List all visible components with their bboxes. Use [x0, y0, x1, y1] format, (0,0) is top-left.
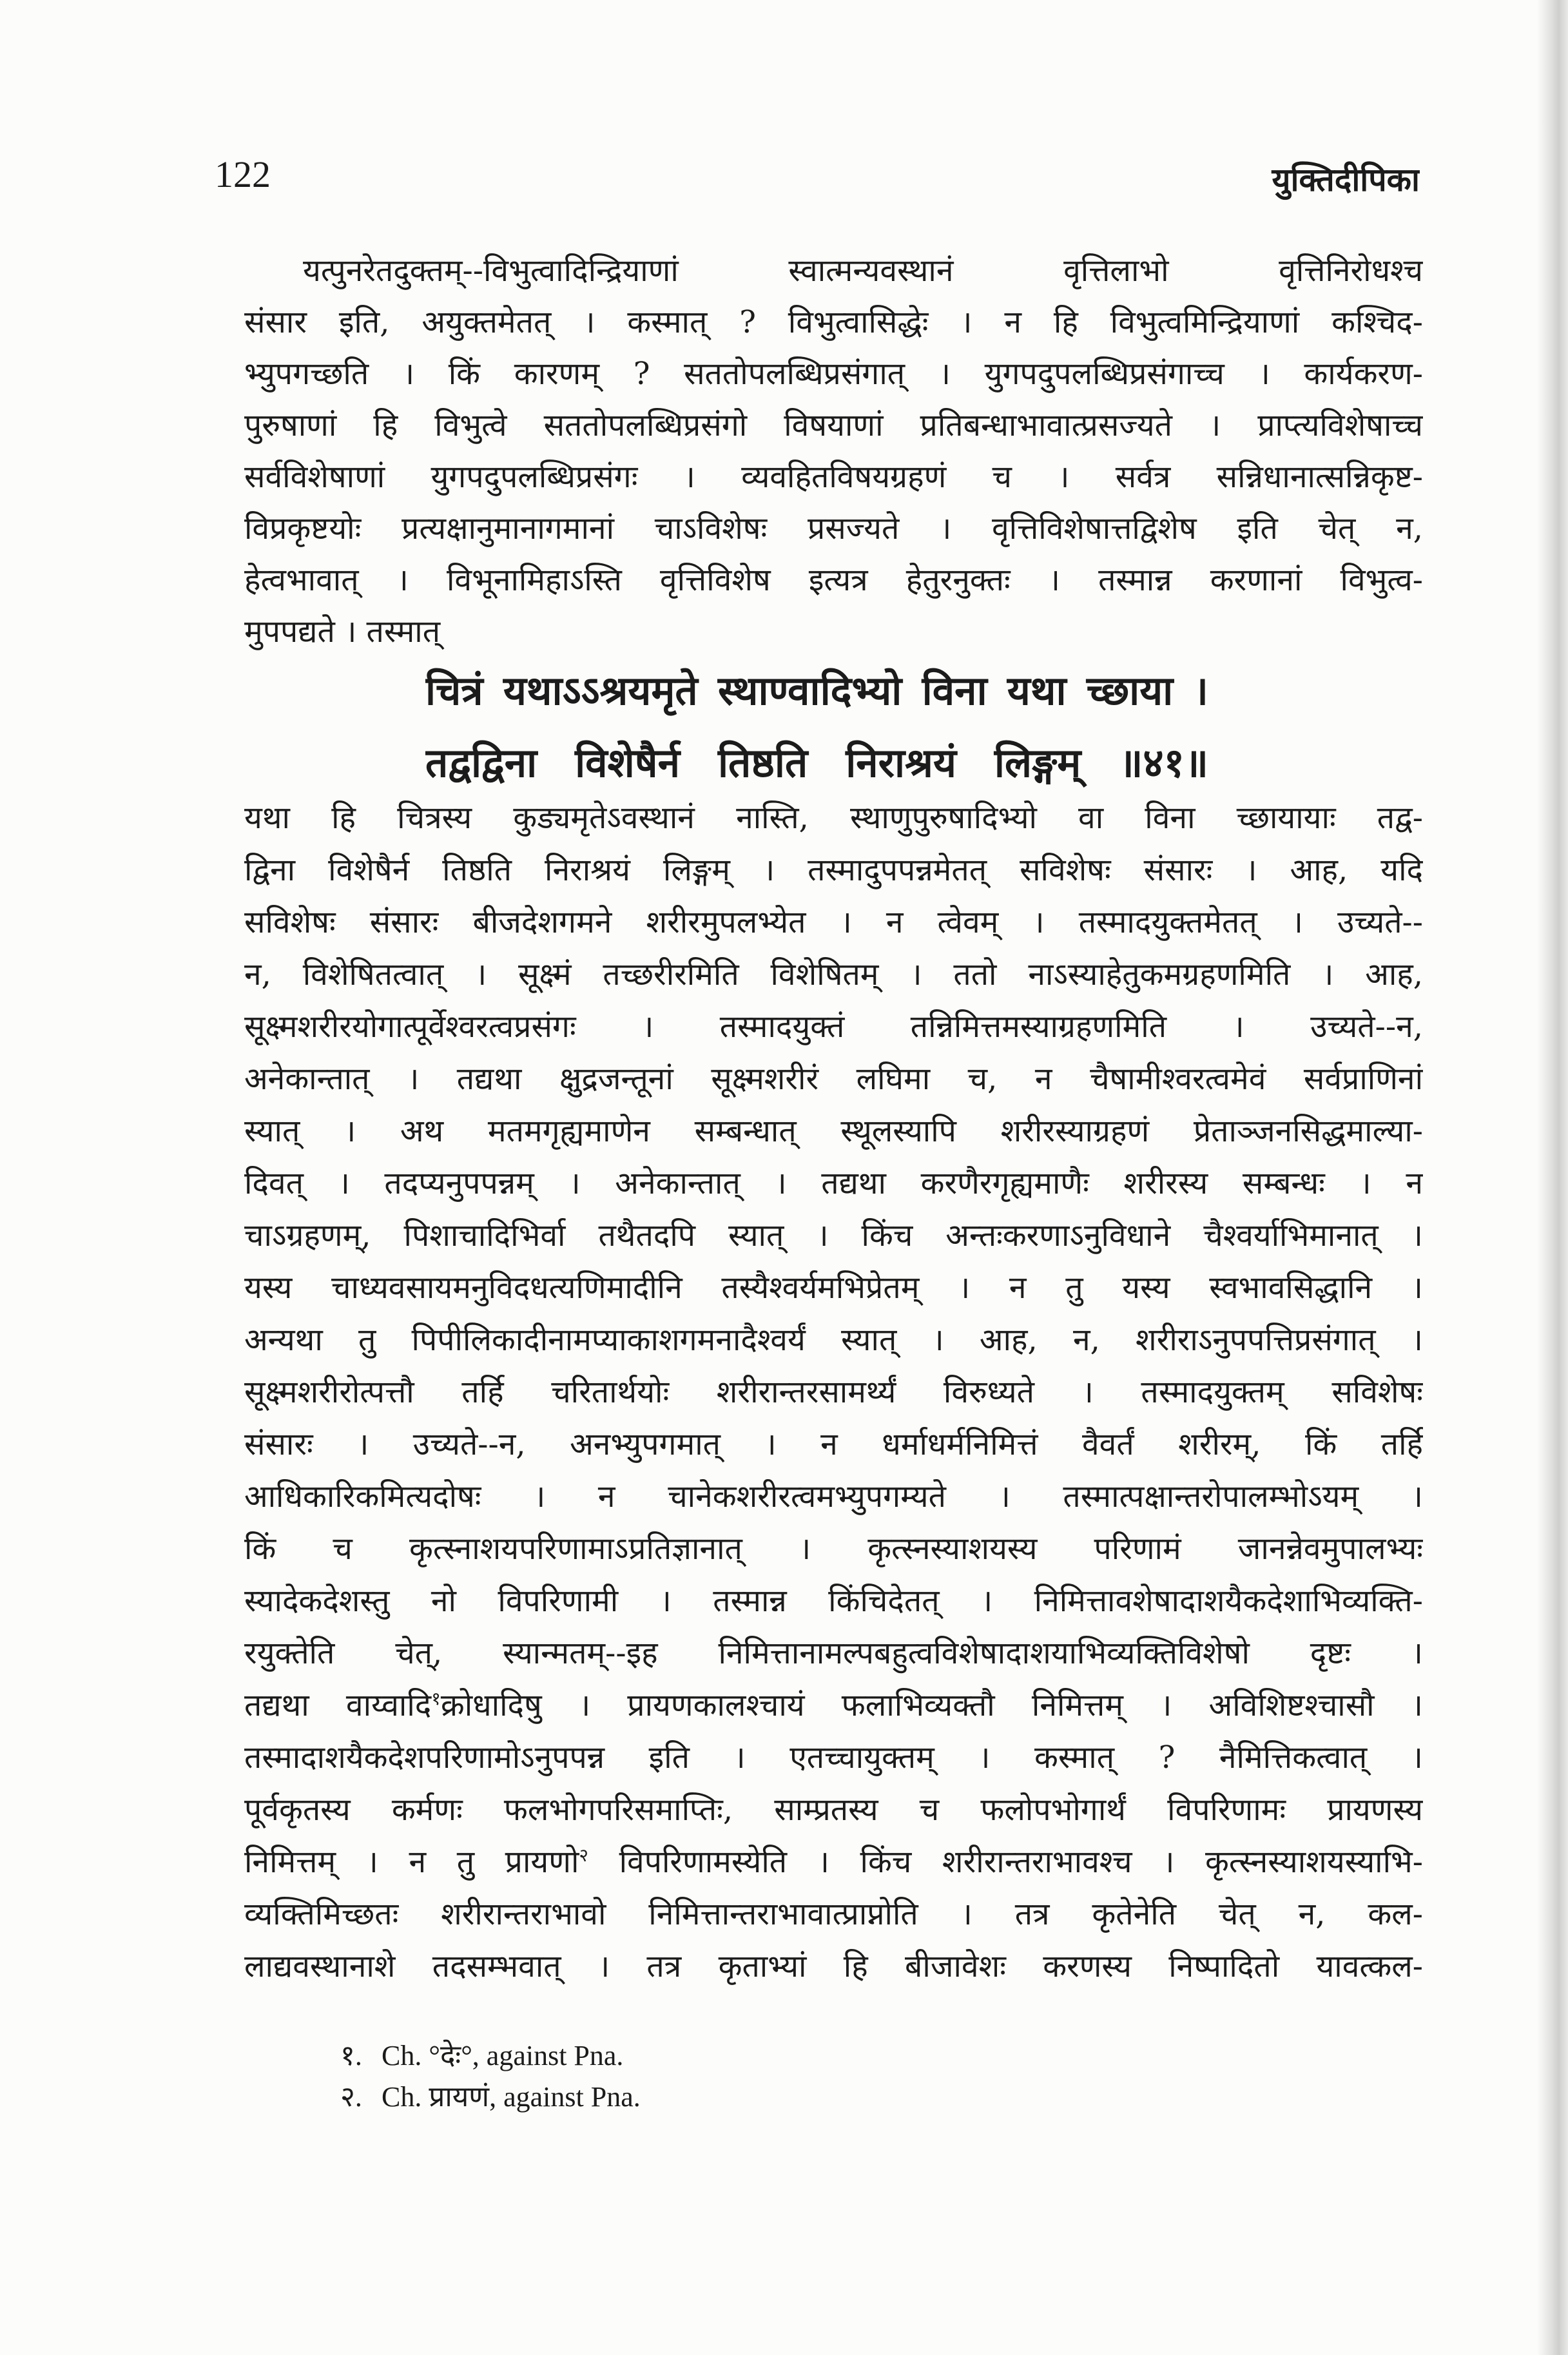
- text-line: तस्मादाशयैकदेशपरिणामोऽनुपपन्न इति । एतच्चायुक्तम् । कस्मात् ? नैमित्तिकत्वात् ।: [244, 1740, 1423, 1776]
- commentary-paragraph: [244, 792, 1423, 1993]
- footnote-marker: १.: [340, 2040, 362, 2071]
- text-line: दिवत् । तदप्यनुपपन्नम् । अनेकान्तात् । तद्यथा करणैरगृह्यमाणैः शरीरस्य सम्बन्धः । न: [244, 1165, 1423, 1201]
- text-line: यथा हि चित्रस्य कुड्यमृतेऽवस्थानं नास्ति, स्थाणुपुरुषादिभ्यो वा विना च्छायायाः तद्व-: [244, 800, 1423, 836]
- verse-line: चित्रं यथाऽऽश्रयमृते स्थाण्वादिभ्यो विना यथा च्छाया ।: [425, 667, 1208, 714]
- text-line: स्यादेकदेशस्तु नो विपरिणामी । तस्मान्न किंचिदेतत् । निमित्तावशेषादाशयैकदेशाभिव्यक्ति-: [244, 1583, 1423, 1619]
- text-line: न, विशेषितत्वात् । सूक्ष्मं तच्छरीरमिति विशेषितम् । ततो नाऽस्याहेतुकमग्रहणमिति । आह,: [244, 956, 1423, 993]
- text-line: सविशेषः संसारः बीजदेशगमने शरीरमुपलभ्येत । न त्वेवम् । तस्मादयुक्तमेतत् । उच्यते--: [244, 904, 1423, 940]
- text-line: सूक्ष्मशरीरयोगात्पूर्वेश्वरत्वप्रसंगः । तस्मादयुक्तं तन्निमित्तमस्याग्रहणमिति । उच्यते--न,: [244, 1009, 1423, 1045]
- text-line: सूक्ष्मशरीरोत्पत्तौ तर्हि चरितार्थयोः शरीरान्तरसामर्थ्यं विरुध्यते । तस्मादयुक्तम् सविशेषः: [244, 1374, 1423, 1410]
- text-line: [244, 1680, 1423, 1732]
- text-line: पुरुषाणां हि विभुत्वे सततोपलब्धिप्रसंगो विषयाणां प्रतिबन्धाभावात्प्रसज्यते । प्राप्त्यविशेषाच्च: [244, 407, 1423, 443]
- text-line: व्यक्तिमिच्छतः शरीरान्तराभावो निमित्तान्तराभावात्प्राप्नोति । तत्र कृतेनेति चेत् न, कल-: [244, 1896, 1423, 1932]
- opening-paragraph: [244, 245, 1423, 657]
- footnote-marker: २.: [340, 2081, 362, 2113]
- text-line: यत्पुनरेतदुक्तम्--विभुत्वादिन्द्रियाणां स्वात्मन्यवस्थानं वृत्तिलाभो वृत्तिनिरोधश्च: [303, 253, 1423, 289]
- text-line: संसार इति, अयुक्तमेतत् । कस्मात् ? विभुत्वासिद्धेः । न हि विभुत्वमिन्द्रियाणां कश्चिद-: [244, 304, 1423, 340]
- verse-line: तद्वद्विना विशेषैर्न तिष्ठति निराश्रयं लिङ्गम् ॥४१॥: [425, 739, 1208, 786]
- text-line: पूर्वकृतस्य कर्मणः फलभोगपरिसमाप्तिः, साम्प्रतस्य च फलोपभोगार्थं विपरिणामः प्रायणस्य: [244, 1792, 1423, 1828]
- text-line: आधिकारिकमित्यदोषः । न चानेकशरीरत्वमभ्युपगम्यते । तस्मात्पक्षान्तरोपालम्भोऽयम् ।: [244, 1478, 1423, 1515]
- text-line: यस्य चाध्यवसायमनुविदधत्यणिमादीनि तस्यैश्वर्यमभिप्रेतम् । न तु यस्य स्वभावसिद्धानि ।: [244, 1270, 1423, 1306]
- text-line: विप्रकृष्टयोः प्रत्यक्षानुमानागमानां चाऽविशेषः प्रसज्यते । वृत्तिविशेषात्तद्विशेष इति चेत् न,: [244, 510, 1423, 547]
- footnote-reference: २: [579, 1845, 588, 1866]
- text-line: चाऽग्रहणम्, पिशाचादिभिर्वा तथैतदपि स्यात् । किंच अन्तःकरणाऽनुविधाने चैश्वर्याभिमानात् ।: [244, 1217, 1423, 1254]
- karika-verse: [425, 655, 1208, 799]
- text-line: अनेकान्तात् । तद्यथा क्षुद्रजन्तूनां सूक्ष्मशरीरं लघिमा च, न चैषामीश्वरत्वमेवं सर्वप्राणिनां: [244, 1061, 1423, 1097]
- footnote-reference: १: [431, 1688, 441, 1709]
- binding-shadow: [1537, 0, 1568, 2355]
- footnote-text: Ch. °देः°, against Pna.: [382, 2040, 624, 2071]
- page-number: 122: [215, 153, 271, 195]
- text-line: [244, 1836, 1423, 1888]
- footnote-text: Ch. प्रायणं, against Pna.: [382, 2081, 641, 2113]
- text-segment: तद्यथा वाय्वादि: [244, 1687, 432, 1723]
- text-line: किं च कृत्स्नाशयपरिणामाऽप्रतिज्ञानात् । कृत्स्नस्याशयस्य परिणामं जानन्नेवमुपालभ्यः: [244, 1531, 1423, 1567]
- text-line: संसारः । उच्यते--न, अनभ्युपगमात् । न धर्माधर्मनिमित्तं वैवर्तं शरीरम्, किं तर्हि: [244, 1426, 1423, 1462]
- footnote: [340, 2035, 1243, 2077]
- footnote: [340, 2077, 1243, 2118]
- text-line: द्विना विशेषैर्न तिष्ठति निराश्रयं लिङ्गम् । तस्मादुपपन्नमेतत् सविशेषः संसारः । आह, यदि: [244, 852, 1423, 888]
- text-segment: निमित्तम् । न तु प्रायणो: [244, 1844, 579, 1880]
- text-line: रयुक्तेति चेत्, स्यान्मतम्--इह निमित्तानामल्पबहुत्वविशेषादाशयाभिव्यक्तिविशेषो दृष्टः ।: [244, 1635, 1423, 1671]
- text-line: लाद्यवस्थानाशे तदसम्भवात् । तत्र कृताभ्यां हि बीजावेशः करणस्य निष्पादितो यावत्कल-: [244, 1948, 1423, 1984]
- text-line: अन्यथा तु पिपीलिकादीनामप्याकाशगमनादैश्वर्यं स्यात् । आह, न, शरीराऽनुपपत्तिप्रसंगात् ।: [244, 1322, 1423, 1358]
- text-segment: विपरिणामस्येति । किंच शरीरान्तराभावश्च । कृत्स्नस्याशयस्याभि-: [588, 1844, 1423, 1880]
- text-line: मुपपद्यते । तस्मात्: [244, 614, 441, 650]
- text-line: स्यात् । अथ मतमगृह्यमाणेन सम्बन्धात् स्थूलस्यापि शरीरस्याग्रहणं प्रेताञ्जनसिद्धमाल्या-: [244, 1113, 1423, 1149]
- text-segment: क्रोधादिषु । प्रायणकालश्चायं फलाभिव्यक्तौ निमित्तम् । अविशिष्टश्चासौ ।: [440, 1687, 1423, 1723]
- text-line: हेत्वभावात् । विभूनामिहाऽस्ति वृत्तिविशेष इत्यत्र हेतुरनुक्तः । तस्मान्न करणानां विभुत्व-: [244, 562, 1423, 598]
- text-line: सर्वविशेषाणां युगपदुपलब्धिप्रसंगः । व्यवहितविषयग्रहणं च । सर्वत्र सन्निधानात्सन्निकृष्ट-: [244, 459, 1423, 495]
- running-title: युक्तिदीपिका: [1272, 160, 1420, 199]
- text-line: भ्युपगच्छति । किं कारणम् ? सततोपलब्धिप्रसंगात् । युगपदुपलब्धिप्रसंगाच्च । कार्यकरण-: [244, 356, 1423, 392]
